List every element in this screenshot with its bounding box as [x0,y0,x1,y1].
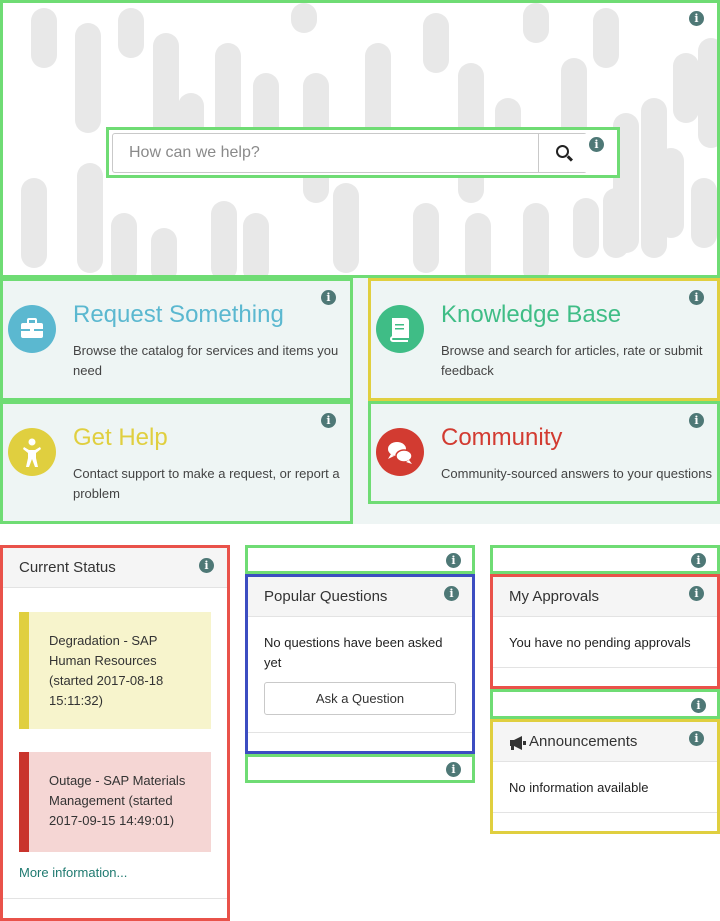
widget-placeholder [490,689,720,719]
popular-questions-widget [245,574,475,754]
search-button[interactable] [538,134,587,172]
megaphone-icon [509,736,527,750]
background-pill [603,188,629,258]
panel-title: Announcements [529,733,638,750]
background-pill [593,8,619,68]
info-icon[interactable]: i [689,413,704,428]
panel-title: Current Status [19,559,116,576]
info-icon[interactable]: i [689,586,704,601]
status-bar [19,612,29,729]
empty-message: You have no pending approvals [509,635,691,650]
panel-header [493,722,717,762]
widget-placeholder [490,545,720,574]
background-pill [523,203,549,278]
background-pill [111,213,137,278]
tile-request-something[interactable] [0,278,353,401]
tile-title: Request Something [73,301,284,328]
status-text: Degradation - SAP Human Resources (started 2017-08-18 15:11:32) [49,633,164,708]
background-pill [243,213,269,278]
info-icon[interactable]: i [691,698,706,713]
book-icon [376,305,424,353]
search-widget [106,127,620,178]
person-icon [8,428,56,476]
background-pill [151,228,177,278]
panel-header [493,577,717,617]
chat-bubbles-icon [376,428,424,476]
panel-footer-divider [248,732,472,733]
tile-knowledge-base[interactable] [368,278,720,401]
tile-filler [353,278,368,524]
empty-message: No information available [509,780,649,795]
tile-description: Contact support to make a request, or report a problem [73,466,340,501]
tile-community[interactable] [368,401,720,504]
info-icon[interactable]: i [689,11,704,26]
info-icon[interactable]: i [446,762,461,777]
background-pill [21,178,47,268]
widget-placeholder [245,545,475,574]
search-icon [556,145,569,158]
info-icon[interactable]: i [321,413,336,428]
background-pill [673,53,699,123]
info-icon[interactable]: i [199,558,214,573]
tile-description: Browse the catalog for services and items you need [73,343,339,378]
status-item-outage[interactable] [19,752,211,852]
tile-description: Community-sourced answers to your questions [441,466,712,481]
info-icon[interactable]: i [691,553,706,568]
tile-title: Knowledge Base [441,301,622,328]
briefcase-icon [8,305,56,353]
my-approvals-widget [490,574,720,689]
info-icon[interactable]: i [689,290,704,305]
background-pill [291,3,317,33]
panel-footer-divider [493,667,717,668]
tile-filler [353,504,720,524]
background-pill [77,163,103,273]
widget-placeholder [245,754,475,783]
status-item-degradation[interactable] [19,612,211,729]
background-pill [211,201,237,278]
panel-title: My Approvals [509,588,600,605]
background-pill [75,23,101,133]
tile-title: Get Help [73,424,168,451]
background-pill [573,198,599,258]
panel-footer-divider [493,812,717,813]
tile-get-help[interactable] [0,401,353,524]
background-pill [691,178,717,248]
background-pill [698,38,720,148]
panel-title: Popular Questions [264,588,388,605]
background-pill [423,13,449,73]
empty-message: No questions have been asked yet [264,635,443,670]
background-pill [118,8,144,58]
current-status-widget [0,545,230,921]
info-icon[interactable]: i [689,731,704,746]
background-pill [413,203,439,273]
panel-header [3,548,227,588]
status-text: Outage - SAP Materials Management (started 2017-09-15 14:49:01) [49,773,186,828]
background-pill [523,3,549,43]
status-bar [19,752,29,852]
info-icon[interactable]: i [446,553,461,568]
background-pill [31,8,57,68]
announcements-widget [490,719,720,834]
info-icon[interactable]: i [444,586,459,601]
search-input[interactable] [113,134,538,172]
background-pill [333,183,359,273]
info-icon[interactable]: i [589,137,604,152]
tile-title: Community [441,424,563,451]
more-information-link[interactable]: More information... [19,865,128,880]
hero-banner [0,0,720,278]
background-pill [465,213,491,278]
panel-footer-divider [3,898,227,899]
tile-description: Browse and search for articles, rate or submit feedback [441,343,703,378]
background-pill [658,148,684,238]
ask-question-button[interactable]: Ask a Question [264,682,456,715]
info-icon[interactable]: i [321,290,336,305]
panel-header [248,577,472,617]
search-box [112,133,587,173]
